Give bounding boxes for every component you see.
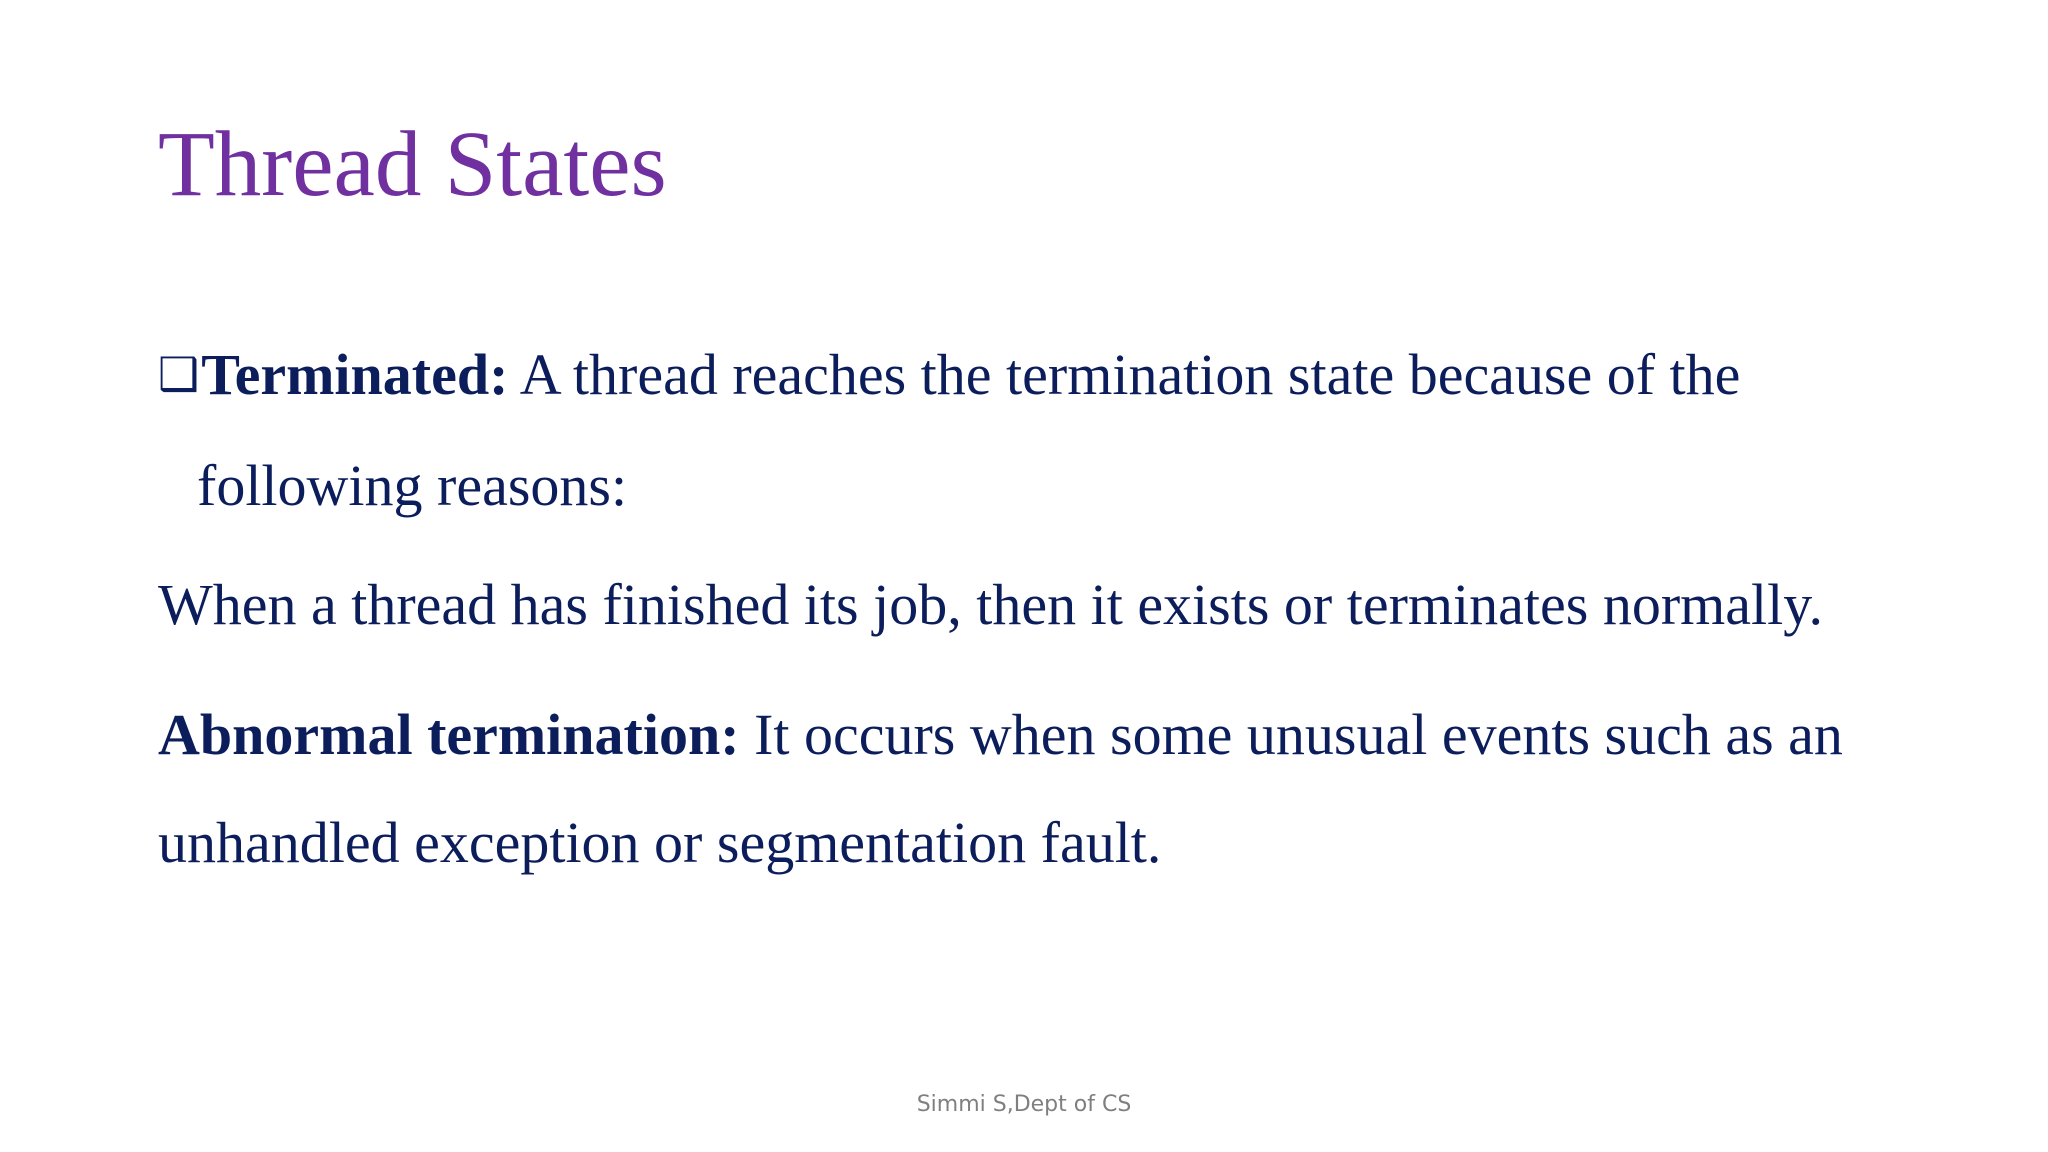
normal-termination-description: When a thread has finished its job, then it exists or terminates normally.: [158, 572, 1823, 637]
terminated-description: A thread reaches the termination state because of the: [508, 342, 1741, 407]
abnormal-termination-line-1: [158, 702, 1918, 769]
terminated-description-continued: following reasons:: [197, 453, 628, 518]
terminated-point-line-2: [197, 453, 1957, 520]
normal-termination-text: [158, 572, 1918, 639]
abnormal-termination-description-continued: unhandled exception or segmentation fault.: [158, 810, 1162, 875]
terminated-term: Terminated:: [201, 342, 509, 407]
abnormal-termination-line-2: [158, 810, 1918, 877]
terminated-point-line-1: [158, 342, 1918, 409]
abnormal-termination-term: Abnormal termination:: [158, 702, 740, 767]
square-bullet-icon: ❑: [158, 347, 200, 401]
slide-title: Thread States: [158, 113, 667, 216]
abnormal-termination-description: It occurs when some unusual events such as an: [739, 702, 1843, 767]
slide-footer: Simmi S,Dept of CS: [916, 1092, 1132, 1117]
